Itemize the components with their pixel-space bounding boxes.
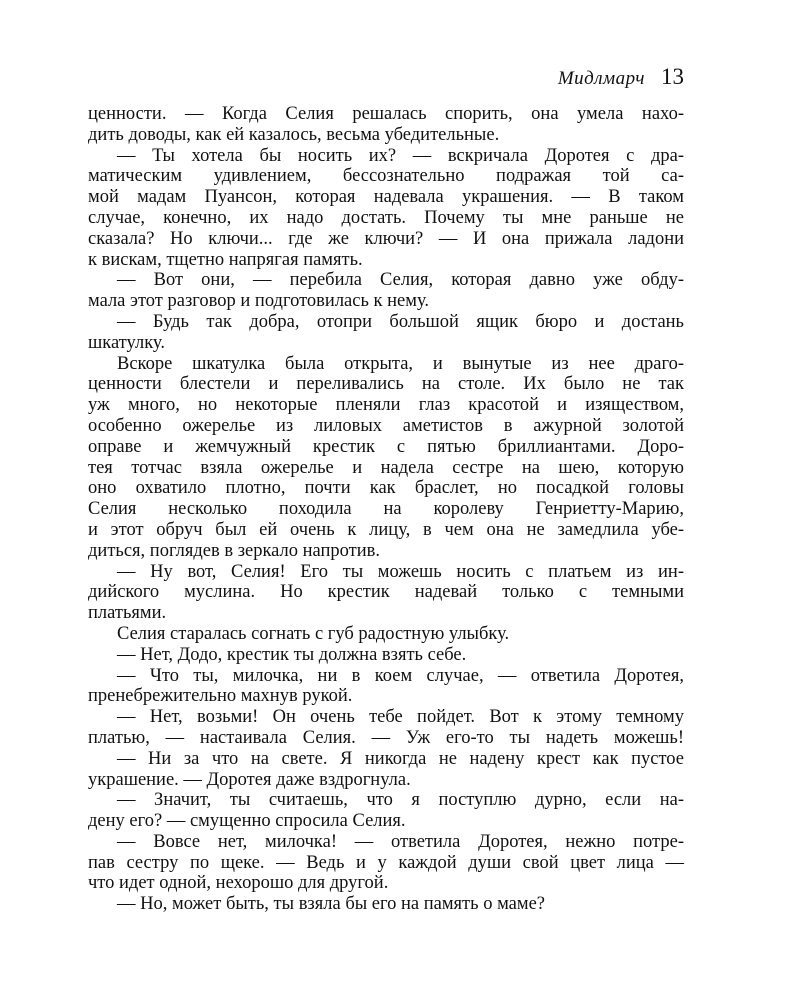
- text-line: особенно ожерелье из лиловых аметистов в ажурной золотой: [88, 415, 684, 436]
- text-line: мала этот разговор и подготовилась к нему.: [88, 291, 429, 312]
- text-line: тея тотчас взяла ожерелье и надела сестре на шею, которую: [88, 457, 684, 478]
- text-line: — Ну вот, Селия! Его ты можешь носить с платьем из ин-: [117, 561, 684, 582]
- text-line: — Будь так добра, отопри большой ящик бюро и достань: [117, 311, 684, 332]
- text-line: случае, конечно, их надо достать. Почему ты мне раньше не: [88, 207, 684, 228]
- text-line: Вскоре шкатулка была открыта, и вынутые из нее драго-: [117, 353, 684, 374]
- text-line: — Вот они, — перебила Селия, которая давно уже обду-: [117, 270, 684, 291]
- text-line: к вискам, тщетно напрягая память.: [88, 249, 363, 270]
- body-text: [88, 104, 684, 915]
- text-line: мой мадам Пуансон, которая надевала украшения. — В таком: [88, 187, 684, 208]
- text-line: и этот обруч был ей очень к лицу, в чем она не замедлила убе-: [88, 519, 684, 540]
- book-page: [88, 64, 684, 915]
- book-title: Мидлмарч: [557, 68, 645, 89]
- text-line: оправе и жемчужный крестик с пятью бриллиантами. Доро-: [88, 436, 684, 457]
- text-line: Селия несколько походила на королеву Генриетту-Марию,: [88, 499, 684, 520]
- text-line: уж много, но некоторые пленяли глаз красотой и изяществом,: [88, 395, 684, 416]
- page-number: 13: [661, 64, 684, 89]
- text-line: платью, — настаивала Селия. — Уж его-то ты надеть можешь!: [88, 727, 684, 748]
- text-line: — Но, может быть, ты взяла бы его на память о маме?: [117, 894, 546, 915]
- running-head: [88, 64, 684, 100]
- text-line: шкатулку.: [88, 332, 165, 353]
- text-line: — Что ты, милочка, ни в коем случае, — ответила Доротея,: [117, 665, 684, 686]
- text-line: что идет одной, нехорошо для другой.: [88, 873, 389, 894]
- text-line: дену его? — смущенно спросила Селия.: [88, 811, 406, 832]
- text-line: дить доводы, как ей казалось, весьма убедительные.: [88, 124, 500, 145]
- text-line: диться, поглядев в зеркало напротив.: [88, 540, 381, 561]
- text-line: украшение. — Доротея даже вздрогнула.: [88, 769, 411, 790]
- text-line: пренебрежительно махнув рукой.: [88, 686, 353, 707]
- text-line: — Вовсе нет, милочка! — ответила Доротея, нежно потре-: [117, 831, 684, 852]
- text-line: — Нет, Додо, крестик ты должна взять себе.: [117, 644, 467, 665]
- text-line: ценности блестели и переливались на столе. Их было не так: [88, 374, 684, 395]
- text-line: — Нет, возьми! Он очень тебе пойдет. Вот к этому темному: [117, 707, 684, 728]
- text-line: дийского муслина. Но крестик надевай только с темными: [88, 582, 684, 603]
- text-line: матическим удивлением, бессознательно подражая той са-: [88, 166, 684, 187]
- text-line: платьями.: [88, 603, 167, 624]
- text-line: сказала? Но ключи... где же ключи? — И она прижала ладони: [88, 228, 684, 249]
- text-line: — Ни за что на свете. Я никогда не надену крест как пустое: [117, 748, 684, 769]
- text-line: пав сестру по щеке. — Ведь и у каждой души свой цвет лица —: [88, 852, 684, 873]
- text-line: — Ты хотела бы носить их? — вскричала Доротея с дра-: [117, 145, 684, 166]
- text-line: — Значит, ты считаешь, что я поступлю дурно, если на-: [117, 790, 684, 811]
- text-line: оно охватило плотно, почти как браслет, но посадкой головы: [88, 478, 684, 499]
- text-line: Селия старалась согнать с губ радостную улыбку.: [117, 623, 510, 644]
- text-line: ценности. — Когда Селия решалась спорить, она умела нахо-: [88, 104, 684, 124]
